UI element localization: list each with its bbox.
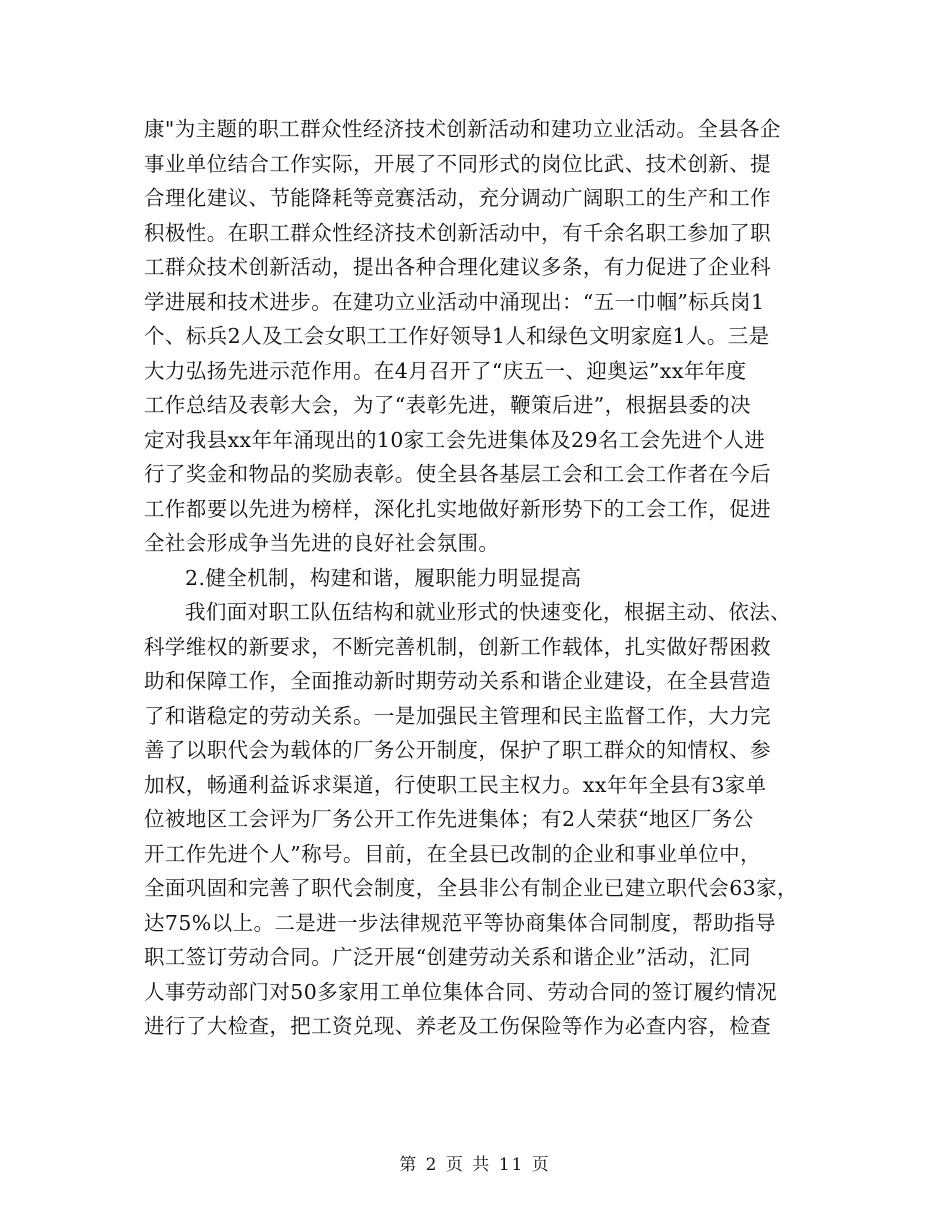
text-line: 职工签订劳动合同。广泛开展“创建劳动关系和谐企业”活动，汇同	[144, 945, 751, 969]
text-line: 位被地区工会评为厂务公开工作先进集体；有2人荣获“地区厂务公	[144, 807, 754, 831]
text-line: 全社会形成争当先进的良好社会氛围。	[144, 531, 500, 555]
text-line: 积极性。在职工群众性经济技术创新活动中，有千余名职工参加了职	[144, 220, 771, 245]
text-line: 我们面对职工队伍结构和就业形式的快速变化，根据主动、依法、	[185, 600, 792, 624]
text-line: 全面巩固和完善了职代会制度，全县非公有制企业已建立职代会63家，	[144, 876, 798, 900]
body-text	[144, 112, 816, 1044]
text-line: 学进展和技术进步。在建功立业活动中涌现出：“五一巾帼”标兵岗1	[144, 289, 765, 314]
text-line: 达75%以上。二是进一步法律规范平等协商集体合同制度，帮助指导	[144, 910, 776, 935]
text-line: 了和谐稳定的劳动关系。一是加强民主管理和民主监督工作，大力完	[144, 703, 771, 728]
text-line: 人事劳动部门对50多家用工单位集体合同、劳动合同的签订履约情况	[144, 979, 777, 1004]
text-line: 事业单位结合工作实际，开展了不同形式的岗位比武、技术创新、提	[144, 151, 771, 176]
text-line: 定对我县xx年年涌现出的10家工会先进集体及29名工会先进个人进	[144, 427, 766, 452]
text-line: 工作都要以先进为榜样，深化扎实地做好新形势下的工会工作，促进	[144, 496, 771, 521]
text-line: 合理化建议、节能降耗等竞赛活动，充分调动广阔职工的生产和工作	[144, 186, 771, 210]
text-line: 助和保障工作，全面推动新时期劳动关系和谐企业建设，在全县营造	[144, 669, 771, 693]
text-line: 个、标兵2人及工会女职工工作好领导1人和绿色文明家庭1人。三是	[144, 324, 770, 348]
text-line: 开工作先进个人”称号。目前，在全县已改制的企业和事业单位中，	[144, 841, 761, 866]
page-footer: 第 2 页 共 11 页	[399, 1155, 551, 1175]
text-line: 善了以职代会为载体的厂务公开制度，保护了职工群众的知情权、参	[144, 738, 771, 762]
text-line: 大力弘扬先进示范作用。在4月召开了“庆五一、迎奥运”xx年年度	[144, 358, 747, 383]
text-line: 工作总结及表彰大会，为了“表彰先进，鞭策后进”，根据县委的决	[144, 393, 751, 417]
text-line: 康"为主题的职工群众性经济技术创新活动和建功立业活动。全县各企	[144, 117, 781, 141]
text-line: 行了奖金和物品的奖励表彰。使全县各基层工会和工会工作者在今后	[144, 462, 771, 486]
text-line: 2.健全机制，构建和谐，履职能力明显提高	[185, 565, 582, 590]
text-line: 工群众技术创新活动，提出各种合理化建议多条，有力促进了企业科	[144, 255, 771, 279]
text-line: 进行了大检查，把工资兑现、养老及工伤保险等作为必查内容，检查	[144, 1014, 771, 1038]
text-line: 科学维权的新要求，不断完善机制，创新工作载体，扎实做好帮困救	[144, 634, 771, 659]
text-line: 加权，畅通利益诉求渠道，行使职工民主权力。xx年年全县有3家单	[144, 772, 767, 797]
